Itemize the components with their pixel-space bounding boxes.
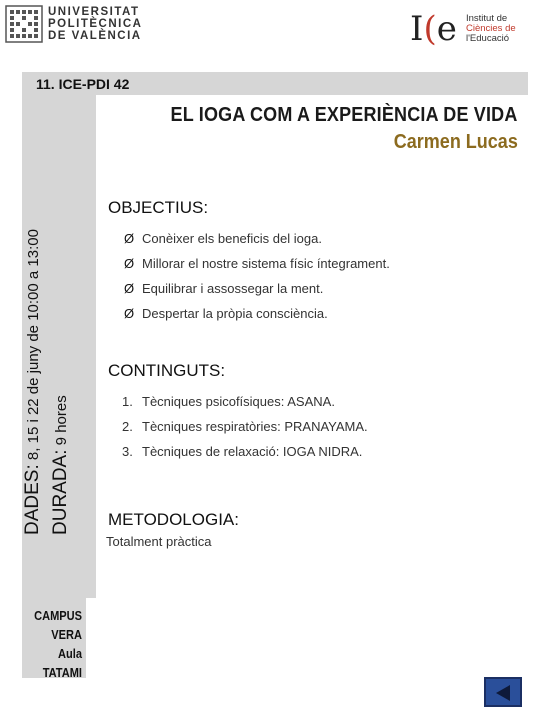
list-item-text: Equilibrar i assossegar la ment.: [142, 281, 324, 296]
list-number: 2.: [122, 419, 133, 434]
list-item-text: Millorar el nostre sistema físic íntegrament.: [142, 256, 390, 271]
metodologia-text: Totalment pràctica: [106, 534, 212, 549]
upv-name-line: POLITÈCNICA: [48, 18, 143, 30]
list-item: [122, 418, 368, 443]
course-title: EL IOGA COM A EXPERIÈNCIA DE VIDA: [171, 104, 518, 126]
ice-mark: I(e: [410, 9, 457, 49]
list-item-text: Tècniques respiratòries: PRANAYAMA.: [142, 419, 368, 434]
duration-value: 9 hores: [53, 395, 70, 446]
dates-info: [22, 229, 44, 535]
previous-button[interactable]: [484, 677, 522, 707]
ice-name: [466, 14, 516, 44]
continguts-list: [122, 393, 368, 468]
list-item-text: Despertar la pròpia consciència.: [142, 306, 328, 321]
ice-name-line: Ciències de: [466, 23, 516, 34]
upv-name-line: DE VALÈNCIA: [48, 30, 142, 42]
dates-value: 8, 15 i 22 de juny de 10:00 a 13:00: [25, 229, 42, 461]
arrow-bullet-icon: Ø: [124, 281, 135, 296]
upv-name: [48, 6, 142, 42]
duration-label: DURADA:: [50, 449, 71, 535]
arrow-bullet-icon: Ø: [124, 231, 135, 246]
campus-line: Aula TATAMI: [42, 646, 82, 680]
campus-box: [22, 598, 86, 678]
course-author: Carmen Lucas: [393, 131, 518, 153]
dates-label: DADES:: [22, 464, 43, 535]
previous-triangle-icon: [496, 685, 510, 701]
campus-location: [31, 606, 82, 682]
list-item: [124, 280, 390, 305]
campus-line: CAMPUS: [34, 608, 82, 623]
list-item: [124, 230, 390, 255]
list-item-text: Tècniques de relaxació: IOGA NIDRA.: [142, 444, 363, 459]
duration-info: [50, 395, 72, 535]
ice-name-line: Institut de: [466, 13, 508, 24]
campus-line: VERA: [51, 627, 82, 642]
ice-logo: [410, 10, 536, 50]
list-item: [124, 305, 390, 330]
course-code: 11. ICE-PDI 42: [36, 76, 130, 92]
list-number: 1.: [122, 394, 133, 409]
objectius-heading: OBJECTIUS:: [108, 198, 209, 217]
upv-name-line: UNIVERSITAT: [48, 6, 140, 18]
continguts-heading: CONTINGUTS:: [108, 361, 226, 380]
ice-name-line: l'Educació: [466, 33, 510, 44]
list-item: [122, 393, 368, 418]
objectius-list: [124, 230, 390, 330]
metodologia-heading: METODOLOGIA:: [108, 510, 239, 529]
list-number: 3.: [122, 444, 133, 459]
list-item: [122, 443, 368, 468]
list-item-text: Tècniques psicofísiques: ASANA.: [142, 394, 335, 409]
arrow-bullet-icon: Ø: [124, 306, 135, 321]
upv-seal-icon: [4, 4, 44, 44]
upv-logo: [4, 4, 143, 44]
arrow-bullet-icon: Ø: [124, 256, 135, 271]
list-item: [124, 255, 390, 280]
list-item-text: Conèixer els beneficis del ioga.: [142, 231, 322, 246]
